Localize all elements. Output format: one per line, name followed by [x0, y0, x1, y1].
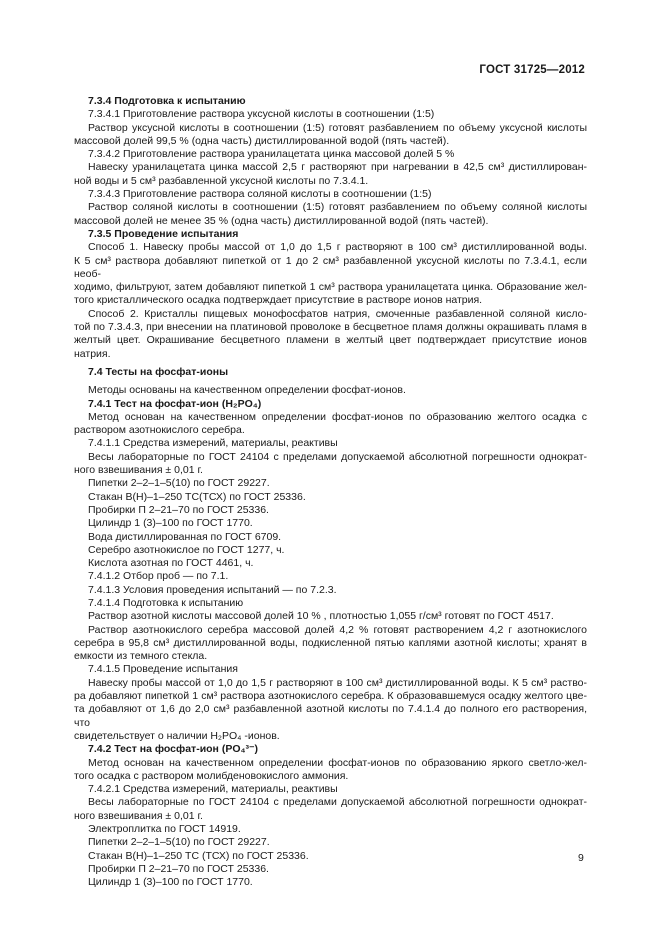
- text-line: массовой долей 99,5 % (одна часть) дистиллированной водой (пять частей).: [74, 134, 450, 147]
- text-line: Вода дистиллированная по ГОСТ 6709.: [88, 530, 282, 543]
- text-line: Пипетки 2–2–1–5(10) по ГОСТ 29227.: [88, 477, 270, 490]
- section-heading: 7.4.1 Тест на фосфат-ион (H₂PO₄): [88, 397, 262, 410]
- text-line: Методы основаны на качественном определении фосфат-ионов.: [88, 384, 406, 397]
- text-line: ра добавляют пипеткой 1 см³ раствора азотнокислого серебра. К образовавшемуся осадку желтого цве-: [74, 690, 587, 703]
- text-line: желтый цвет. Окрашивание бесцветного пламени в желтый цвет подтверждает присутствие ионов: [74, 334, 587, 347]
- text-line: того осадка с раствором молибденовокислого аммония.: [74, 769, 349, 782]
- text-line: 7.3.4.3 Приготовление раствора соляной кислоты в соотношении (1:5): [88, 188, 432, 201]
- text-line: та добавляют от 1,6 до 2,0 см³ разбавленной азотной кислоты по 7.4.1.4 до полного его растворения, что: [74, 703, 587, 729]
- text-line: Раствор азотной кислоты массовой долей 10 % , плотностью 1,055 г/см³ готовят по ГОСТ 4517.: [88, 610, 554, 623]
- text-line: натрия.: [74, 347, 111, 360]
- text-line: 7.4.1.3 Условия проведения испытаний — по 7.2.3.: [88, 583, 337, 596]
- text-line: Цилиндр 1 (3)–100 по ГОСТ 1770.: [88, 517, 253, 530]
- text-line: Пробирки П 2–21–70 по ГОСТ 25336.: [88, 862, 269, 875]
- text-line: Стакан В(Н)–1–250 ТС (ТСХ) по ГОСТ 25336.: [88, 849, 309, 862]
- text-line: Навеску пробы массой от 1,0 до 1,5 г растворяют в 100 см³ дистиллированной воды. К 5 см³ раство-: [88, 676, 587, 689]
- text-line: ного взвешивания ± 0,01 г.: [74, 809, 203, 822]
- standard-header: ГОСТ 31725—2012: [479, 64, 585, 76]
- text-line: 7.4.2.1 Средства измерений, материалы, реактивы: [88, 783, 338, 796]
- text-line: Способ 1. Навеску пробы массой от 1,0 до 1,5 г растворяют в 100 см³ дистиллированной воды.: [88, 241, 587, 254]
- text-line: раствором азотнокислого серебра.: [74, 424, 245, 437]
- text-line: 7.4.1.2 Отбор проб — по 7.1.: [88, 570, 229, 583]
- text-line: Раствор соляной кислоты в соотношении (1:5) готовят разбавлением по объему соляной кислоты: [88, 201, 587, 214]
- text-line: Электроплитка по ГОСТ 14919.: [88, 823, 241, 836]
- text-line: емкости из темного стекла.: [74, 650, 208, 663]
- text-line: 7.3.4.1 Приготовление раствора уксусной кислоты в соотношении (1:5): [88, 108, 435, 121]
- text-line: 7.3.4.2 Приготовление раствора уранилацетата цинка массовой долей 5 %: [88, 148, 455, 161]
- text-line: 7.4.1.4 Подготовка к испытанию: [88, 596, 244, 609]
- text-line: Стакан В(Н)–1–250 ТС(ТСХ) по ГОСТ 25336.: [88, 490, 306, 503]
- text-line: Метод основан на качественном определении фосфат-ионов по образованию яркого светло-жел-: [88, 756, 587, 769]
- text-line: Пипетки 2–2–1–5(10) по ГОСТ 29227.: [88, 836, 270, 849]
- text-line: Способ 2. Кристаллы пищевых монофосфатов натрия, смоченные разбавленной соляной кисло-: [88, 307, 587, 320]
- text-line: свидетельствует о наличии H₂PO₄ -ионов.: [74, 729, 280, 742]
- text-line: Навеску уранилацетата цинка массой 2,5 г растворяют при нагревании в 42,5 см³ дистиллирован-: [88, 161, 587, 174]
- text-line: Метод основан на качественном определении фосфат-ионов по образованию желтого осадка с: [88, 410, 587, 423]
- section-heading: 7.4.2 Тест на фосфат-ион (PO₄³⁻): [88, 743, 259, 756]
- text-line: той по 7.3.4.3, при внесении на платиновой проволоке в бесцветное пламя должны окрашивать пламя в: [74, 321, 587, 334]
- section-heading: 7.3.4 Подготовка к испытанию: [88, 95, 246, 107]
- text-line: Раствор азотнокислого серебра массовой долей 4,2 % готовят растворением 4,2 г азотнокислого: [88, 623, 587, 636]
- text-line: К 5 см³ раствора добавляют пипеткой от 1 до 2 см³ разбавленной уксусной кислоты по 7.3.4.1, если необ-: [74, 254, 587, 280]
- text-line: Раствор уксусной кислоты в соотношении (1:5) готовят разбавлением по объему уксусной кислоты: [88, 121, 587, 134]
- text-line: Кислота азотная по ГОСТ 4461, ч.: [88, 557, 254, 570]
- document-body: [74, 95, 587, 890]
- section-heading: 7.3.5 Проведение испытания: [88, 227, 239, 240]
- page-number: 9: [578, 852, 584, 864]
- text-line: ного взвешивания ± 0,01 г.: [74, 464, 203, 477]
- text-line: Цилиндр 1 (3)–100 по ГОСТ 1770.: [88, 876, 253, 889]
- text-line: серебра в 95,8 см³ дистиллированной воды, подкисленной пятью каплями азотной кислоты; хранят в: [74, 636, 587, 649]
- text-line: 7.4.1.1 Средства измерений, материалы, реактивы: [88, 437, 338, 450]
- text-line: ной воды и 5 см³ разбавленной уксусной кислоты по 7.3.4.1.: [74, 174, 369, 187]
- text-line: того кристаллического осадка подтверждает присутствие в растворе ионов натрия.: [74, 294, 483, 307]
- text-line: Серебро азотнокислое по ГОСТ 1277, ч.: [88, 543, 285, 556]
- text-line: Весы лабораторные по ГОСТ 24104 с пределами допускаемой абсолютной погрешности однократ-: [88, 450, 587, 463]
- text-line: Пробирки П 2–21–70 по ГОСТ 25336.: [88, 503, 269, 516]
- text-line: массовой долей не менее 35 % (одна часть) дистиллированной водой (пять частей).: [74, 214, 489, 227]
- section-heading: 7.4 Тесты на фосфат-ионы: [88, 365, 229, 378]
- text-line: ходимо, фильтруют, затем добавляют пипеткой 1 см³ раствора уранилацетата цинка. Образование жел-: [74, 281, 587, 294]
- text-line: Весы лабораторные по ГОСТ 24104 с пределами допускаемой абсолютной погрешности однократ-: [88, 796, 587, 809]
- text-line: 7.4.1.5 Проведение испытания: [88, 663, 238, 676]
